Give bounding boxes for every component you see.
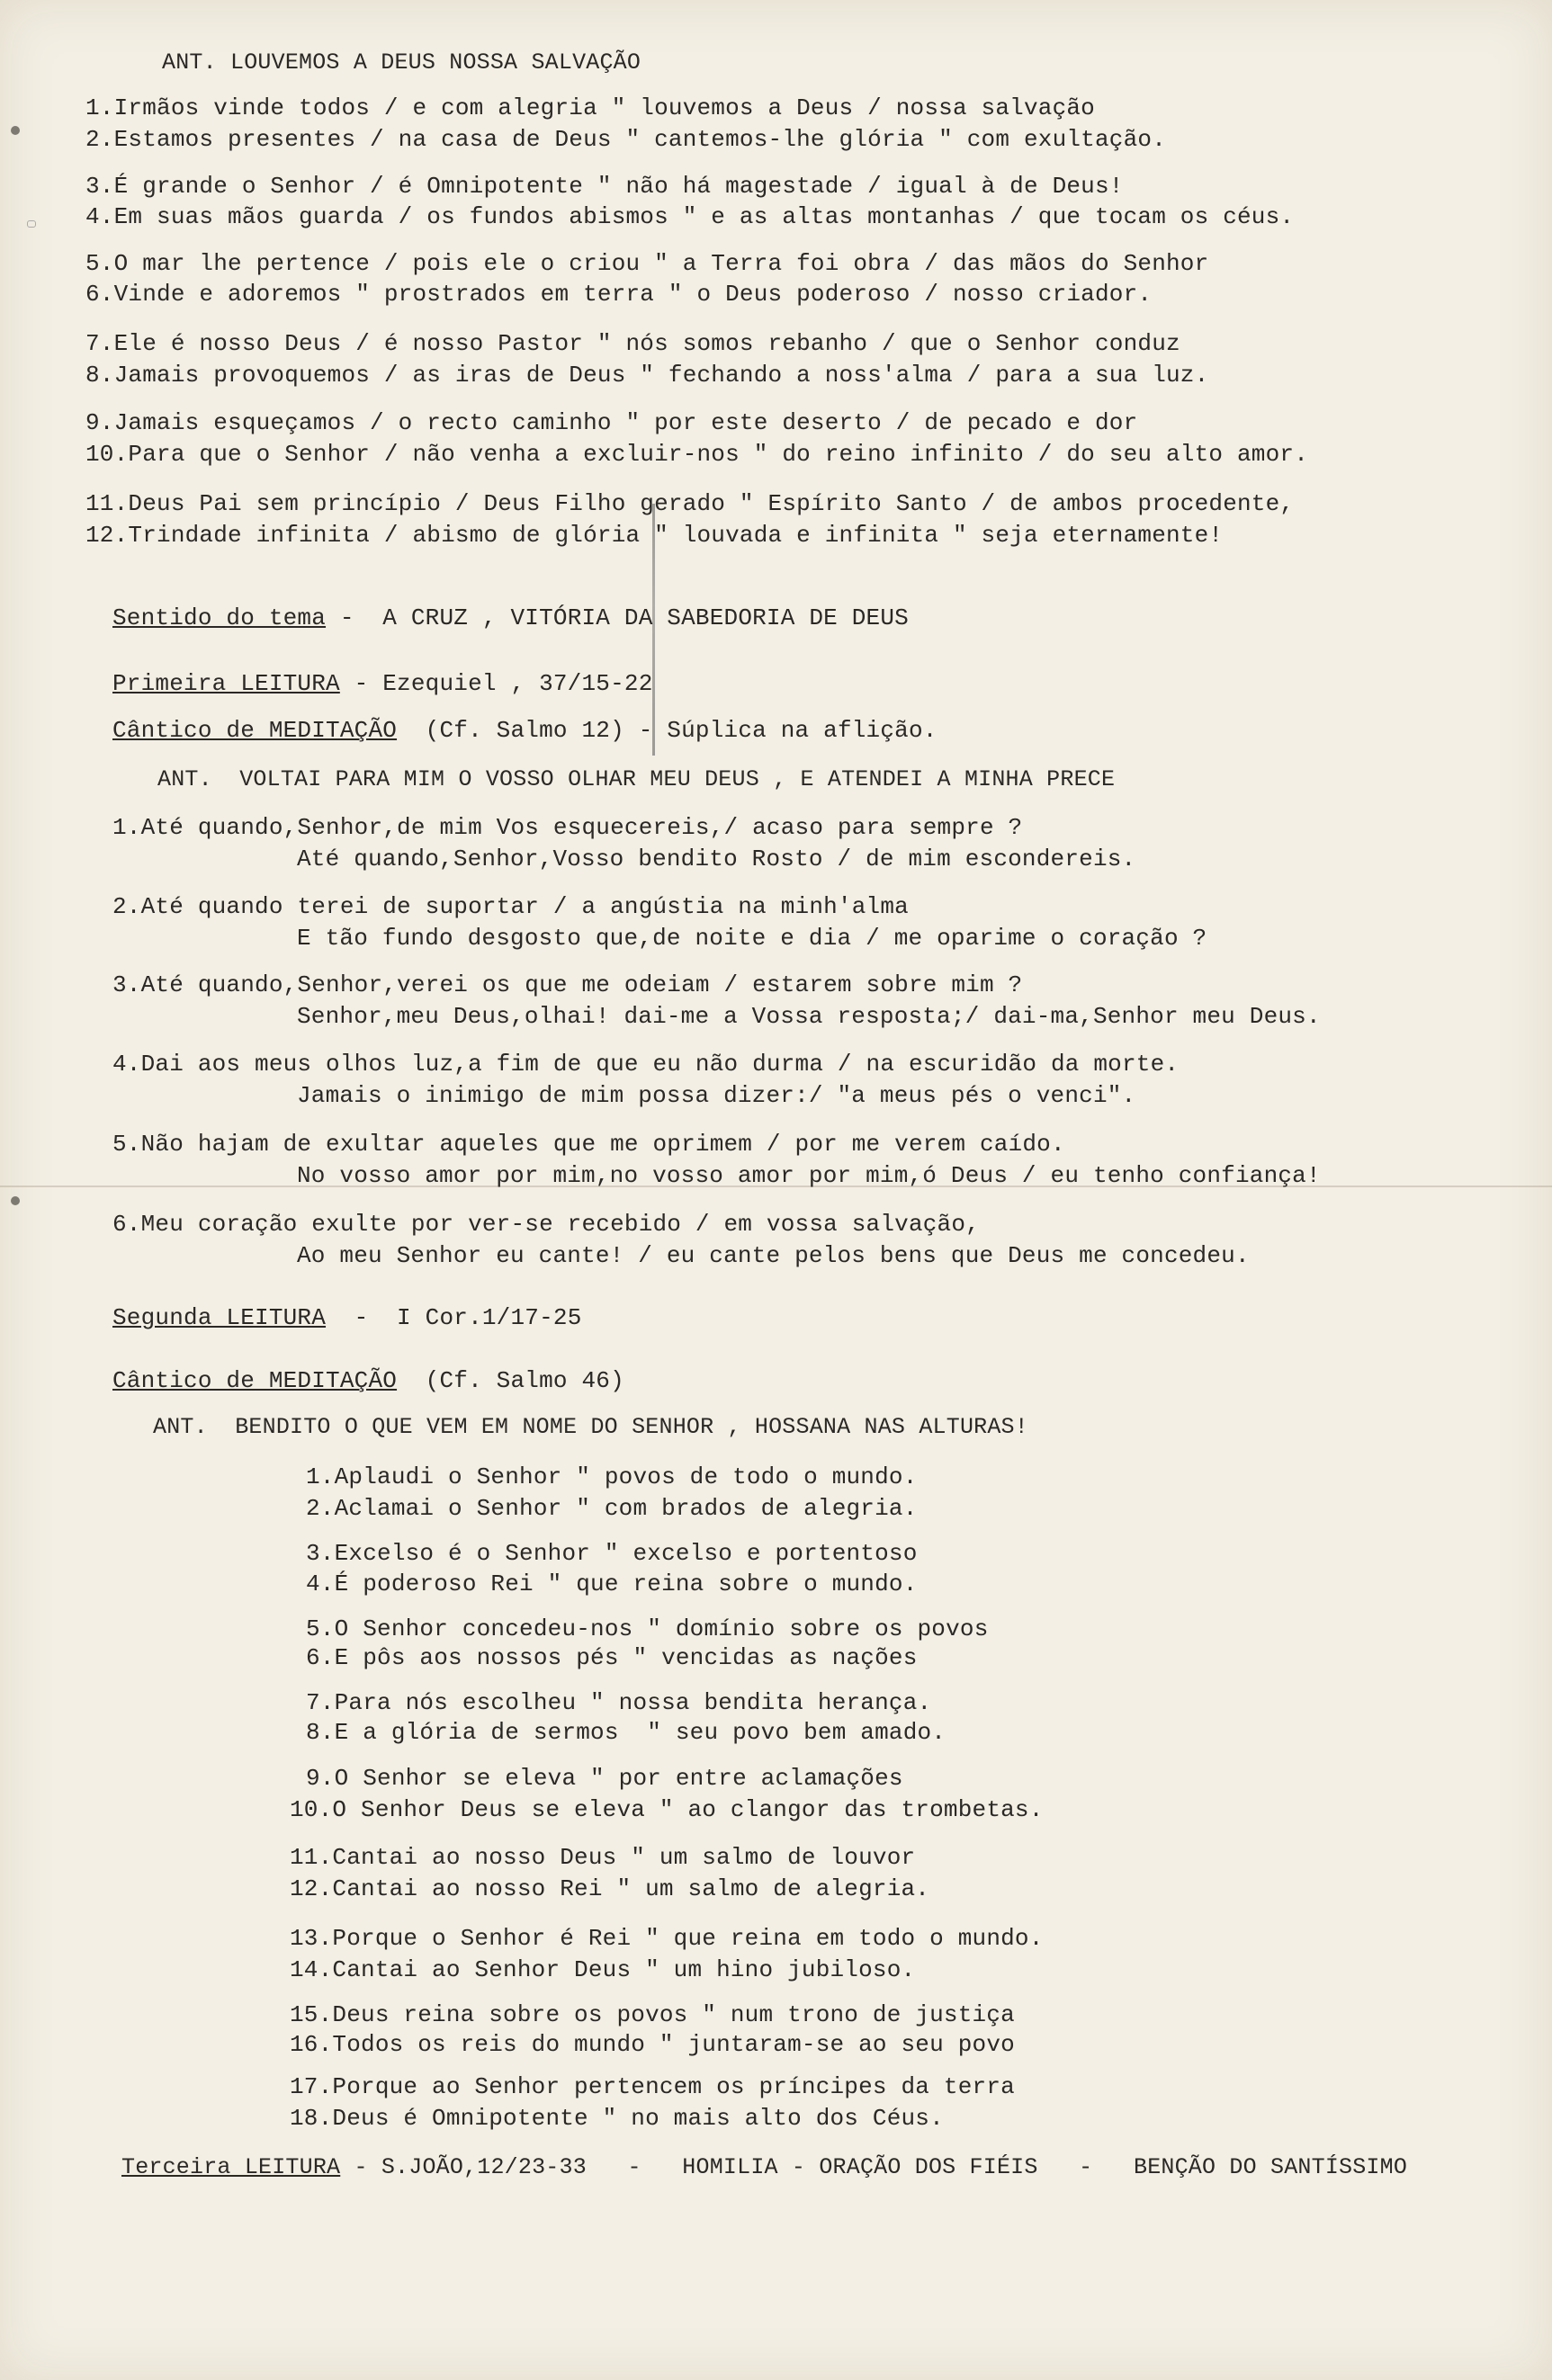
antiphon2: ANT. VOLTAI PARA MIM O VOSSO OLHAR MEU DEUS , E ATENDEI A MINHA PRECE [157,766,1116,792]
psalm46-line: 4.É poderoso Rei " que reina sobre o mundo. [306,1570,918,1597]
psalm12-line-a: 5.Não hajam de exultar aqueles que me oprimem / por me verem caído. [112,1131,1065,1158]
psalm46-line: 10.O Senhor Deus se eleva " ao clangor das trombetas. [290,1796,1044,1823]
hymn-line: 7.Ele é nosso Deus / é nosso Pastor " nós somos rebanho / que o Senhor conduz [85,330,1180,357]
hymn-line: 4.Em suas mãos guarda / os fundos abismos " e as altas montanhas / que tocam os céus. [85,203,1295,230]
canticle2-text: (Cf. Salmo 46) [397,1367,624,1394]
reading3-label: Terceira LEITURA [121,2154,341,2180]
psalm12-line-a: 1.Até quando,Senhor,de mim Vos esquecereis,/ acaso para sempre ? [112,814,1023,841]
punch-hole [11,126,20,135]
psalm46-line: 1.Aplaudi o Senhor " povos de todo o mundo. [306,1463,918,1490]
hymn-line: 1.Irmãos vinde todos / e com alegria " louvemos a Deus / nossa salvação [85,94,1095,121]
psalm46-line: 11.Cantai ao nosso Deus " um salmo de louvor [290,1844,916,1871]
psalm46-line: 8.E a glória de sermos " seu povo bem amado. [306,1719,946,1746]
psalm12-line-b: Ao meu Senhor eu cante! / eu cante pelos bens que Deus me concedeu. [297,1242,1250,1269]
hymn-line: 8.Jamais provoquemos / as iras de Deus " fechando a noss'alma / para a sua luz. [85,362,1209,389]
reading2-label: Segunda LEITURA [112,1304,327,1331]
paper-mark [27,220,36,228]
psalm46-line: 14.Cantai ao Senhor Deus " um hino jubiloso. [290,1956,916,1983]
canticle1-line [112,717,937,744]
theme-label: Sentido do tema [112,604,327,631]
psalm12-line-a: 6.Meu coração exulte por ver-se recebido / em vossa salvação, [112,1211,980,1238]
hymn-line: 9.Jamais esqueçamos / o recto caminho " por este deserto / de pecado e dor [85,409,1138,436]
reading2-text: - I Cor.1/17-25 [326,1304,582,1331]
reading3-text: - S.JOÃO,12/23-33 - HOMILIA - ORAÇÃO DOS FIÉIS - BENÇÃO DO SANTÍSSIMO [340,2154,1408,2180]
hymn-line: 2.Estamos presentes / na casa de Deus " cantemos-lhe glória " com exultação. [85,126,1166,153]
psalm12-line-b: E tão fundo desgosto que,de noite e dia / me oparime o coração ? [297,925,1207,952]
psalm12-line-b: Até quando,Senhor,Vosso bendito Rosto / de mim escondereis. [297,846,1136,872]
theme-line [112,604,909,631]
hymn-line: 12.Trindade infinita / abismo de glória " louvada e infinita " seja eternamente! [85,522,1224,549]
psalm46-line: 7.Para nós escolheu " nossa bendita herança. [306,1689,932,1716]
reading3-line [121,2154,1407,2181]
psalm46-line: 2.Aclamai o Senhor " com brados de alegria. [306,1495,918,1522]
canticle1-label: Cântico de MEDITAÇÃO [112,717,398,744]
psalm46-line: 15.Deus reina sobre os povos " num trono de justiça [290,2001,1015,2028]
psalm46-line: 5.O Senhor concedeu-nos " domínio sobre os povos [306,1615,989,1642]
psalm12-line-b: Senhor,meu Deus,olhai! dai-me a Vossa resposta;/ dai-ma,Senhor meu Deus. [297,1003,1321,1030]
canticle2-label: Cântico de MEDITAÇÃO [112,1367,398,1394]
psalm46-line: 13.Porque o Senhor é Rei " que reina em todo o mundo. [290,1925,1044,1952]
reading1-text: - Ezequiel , 37/15-22 [339,670,653,697]
hymn-line: 3.É grande o Senhor / é Omnipotente " não há magestade / igual à de Deus! [85,173,1124,200]
psalm46-line: 3.Excelso é o Senhor " excelso e portentoso [306,1540,918,1567]
psalm12-line-b: Jamais o inimigo de mim possa dizer:/ "a meus pés o venci". [297,1082,1136,1109]
canticle1-text: (Cf. Salmo 12) - Súplica na aflição. [397,717,937,744]
hymn-line: 11.Deus Pai sem princípio / Deus Filho gerado " Espírito Santo / de ambos procedente, [85,490,1295,517]
punch-hole [11,1196,20,1205]
canticle2-line [112,1367,624,1394]
psalm46-line: 9.O Senhor se eleva " por entre aclamações [306,1765,903,1792]
hymn-line: 10.Para que o Senhor / não venha a excluir-nos " do reino infinito / do seu alto amor. [85,441,1309,468]
psalm46-line: 6.E pôs aos nossos pés " vencidas as nações [306,1644,918,1671]
psalm12-line-a: 3.Até quando,Senhor,verei os que me odeiam / estarem sobre mim ? [112,971,1023,998]
hymn-line: 5.O mar lhe pertence / pois ele o criou " a Terra foi obra / das mãos do Senhor [85,250,1209,277]
psalm12-line-a: 4.Dai aos meus olhos luz,a fim de que eu não durma / na escuridão da morte. [112,1051,1180,1078]
antiphon3: ANT. BENDITO O QUE VEM EM NOME DO SENHOR , HOSSANA NAS ALTURAS! [153,1414,1028,1440]
psalm46-line: 12.Cantai ao nosso Rei " um salmo de alegria. [290,1875,930,1902]
psalm46-line: 16.Todos os reis do mundo " juntaram-se ao seu povo [290,2031,1015,2058]
reading1-label: Primeira LEITURA [112,670,340,697]
psalm46-line: 18.Deus é Omnipotente " no mais alto dos Céus. [290,2105,944,2132]
reading1-line [112,670,653,697]
reading2-line [112,1304,582,1331]
psalm12-line-a: 2.Até quando terei de suportar / a angústia na minh'alma [112,893,909,920]
theme-text: - A CRUZ , VITÓRIA DA SABEDORIA DE DEUS [326,604,909,631]
antiphon-title: ANT. LOUVEMOS A DEUS NOSSA SALVAÇÃO [162,49,641,76]
hymn-line: 6.Vinde e adoremos " prostrados em terra " o Deus poderoso / nosso criador. [85,281,1153,308]
psalm12-line-b: No vosso amor por mim,no vosso amor por mim,ó Deus / eu tenho confiança! [297,1162,1321,1189]
psalm46-line: 17.Porque ao Senhor pertencem os príncipes da terra [290,2073,1015,2100]
